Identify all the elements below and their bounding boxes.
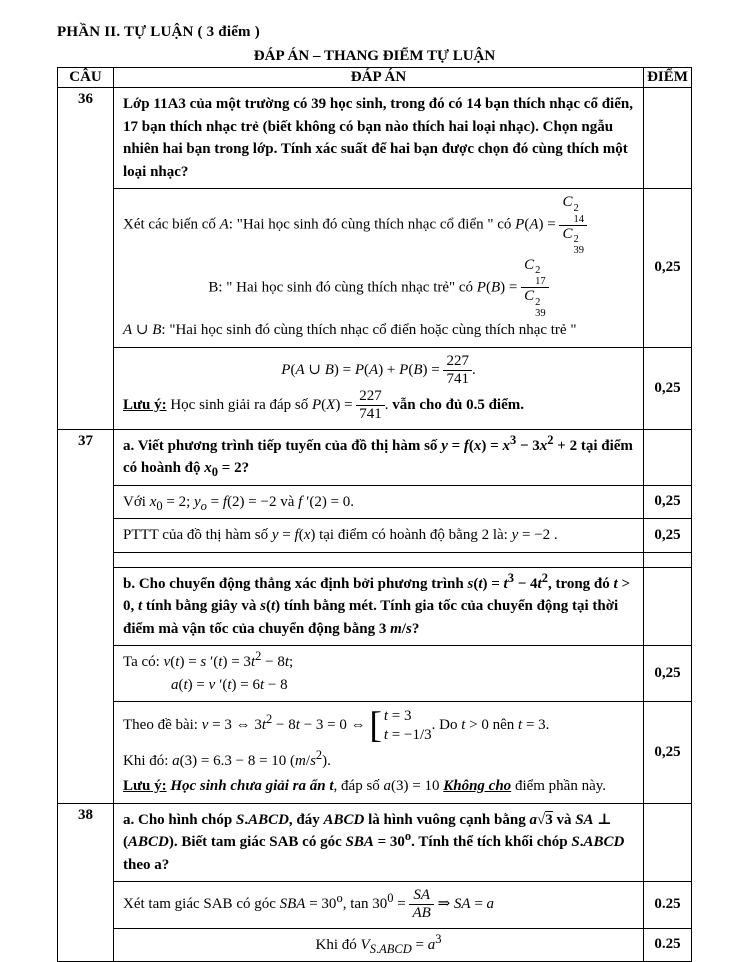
table-row xyxy=(58,702,692,804)
table-row xyxy=(58,928,692,962)
question-number-37: 37 xyxy=(58,429,114,803)
score-cell xyxy=(644,429,692,485)
score-cell xyxy=(644,803,692,882)
table-row xyxy=(58,485,692,519)
question-number-38: 38 xyxy=(58,803,114,962)
q36-solution-cell: Xét các biến cố A: "Hai học sinh đó cùng thích nhạc cổ điển " có P(A) = C 2 14 C 2 39 B: " Hai học sinh đó cùng thích nhạc trẻ" có P(B) = C 2 17 C 2 39 A ∪ B: "Hai học sinh đó cùng thích nhạc cổ điển hoặc cùng thích nhạc trẻ " xyxy=(114,189,644,348)
score-cell xyxy=(644,552,692,567)
table-row xyxy=(58,519,692,553)
question-number-36: 36 xyxy=(58,88,114,430)
score-cell xyxy=(644,88,692,189)
table-header-row xyxy=(58,68,692,88)
score-cell: 0,25 xyxy=(644,347,692,429)
q36-solution-cell: P(A ∪ B) = P(A) + P(B) = $\frac{227}{741}$ . Lưu ý: Học sinh giải ra đáp số P(X) = $\frac{227}{741}$ . vẫn cho đủ 0.5 điểm. xyxy=(114,347,644,429)
score-cell: 0,25 xyxy=(644,485,692,519)
q38-solution-cell: Xét tam giác SAB có góc SBA = $30^o$, $\tan 30^0$ = $\frac{SA}{AB}$ ⇒ SA = a xyxy=(114,882,644,929)
score-cell: 0,25 xyxy=(644,189,692,348)
q37a-solution-cell: PTTT của đồ thị hàm số y = f(x) tại điểm có hoành độ bằng 2 là: y = −2 . xyxy=(114,519,644,553)
q37a-statement-cell: a. Viết phương trình tiếp tuyến của đồ thị hàm số $y = f(x) = x^3 - 3x^2 + 2$ tại điểm có hoành độ $x_0 = 2$? xyxy=(114,429,644,485)
table-row xyxy=(58,347,692,429)
table-row xyxy=(58,88,692,189)
table-row xyxy=(58,429,692,485)
column-header-cau: CÂU xyxy=(58,68,114,88)
spacer-row xyxy=(58,552,692,567)
score-cell: 0,25 xyxy=(644,702,692,804)
table-row xyxy=(58,803,692,882)
q36-statement-cell: Lớp 11A3 của một trường có 39 học sinh, trong đó có 14 bạn thích nhạc cổ điển, 17 bạn thích nhạc trẻ (biết không có bạn nào thích hai loại nhạc). Chọn ngẫu nhiên hai bạn trong lớp. Tính xác suất để hai bạn được chọn đó cùng thích một loại nhạc? xyxy=(114,88,644,189)
part-title: PHẦN II. TỰ LUẬN ( 3 điểm ) xyxy=(57,24,260,40)
empty-cell xyxy=(114,552,644,567)
q37b-solution-cell: Theo đề bài: v = 3 ⇔ $3t^2 - 8t - 3 = 0$ ⇔ [ t = 3 t = −1/3 . Do t > 0 nên t = 3. Khi đó: a(3) = 6.3 − 8 = 10 $(m/s^2)$. Lưu ý: Học sinh chưa giải ra ẩn t, đáp số a(3) = 10 Không cho điểm phần này. xyxy=(114,702,644,804)
table-row xyxy=(58,882,692,929)
score-cell: 0.25 xyxy=(644,928,692,962)
q37a-solution-cell: Với $x_0 = 2$; $y_o = f(2) = -2$ và f ′(2) = 0. xyxy=(114,485,644,519)
table-row xyxy=(58,567,692,646)
column-header-dapan: ĐÁP ÁN xyxy=(114,68,644,88)
q38-statement-cell: a. Cho hình chóp S.ABCD, đáy ABCD là hình vuông cạnh bằng a√3 và SA ⊥ (ABCD). Biết tam giác SAB có góc SBA = $30^o$. Tính thể tích khối chóp S.ABCD theo a? xyxy=(114,803,644,882)
score-cell xyxy=(644,567,692,646)
score-cell: 0,25 xyxy=(644,519,692,553)
table-title: ĐÁP ÁN – THANG ĐIỂM TỰ LUẬN xyxy=(253,48,496,64)
score-cell: 0.25 xyxy=(644,882,692,929)
table-row xyxy=(58,646,692,702)
q38-solution-cell: Khi đó $V_{S.ABCD} = a^3$ xyxy=(114,928,644,962)
q37b-solution-cell: Ta có: v(t) = s $'(t) = 3t^2 - 8t$; a(t) = v ′(t) = 6t − 8 xyxy=(114,646,644,702)
score-cell: 0,25 xyxy=(644,646,692,702)
answer-key-table xyxy=(57,67,692,962)
column-header-diem: ĐIỂM xyxy=(644,68,692,88)
table-row xyxy=(58,189,692,348)
q37b-statement-cell: b. Cho chuyển động thẳng xác định bởi phương trình $s(t) = t^3 - 4t^2$, trong đó t > 0, t tính bằng giây và s(t) tính bằng mét. Tính gia tốc của chuyển động tại thời điểm mà vận tốc của chuyển động bằng 3 m/s? xyxy=(114,567,644,646)
